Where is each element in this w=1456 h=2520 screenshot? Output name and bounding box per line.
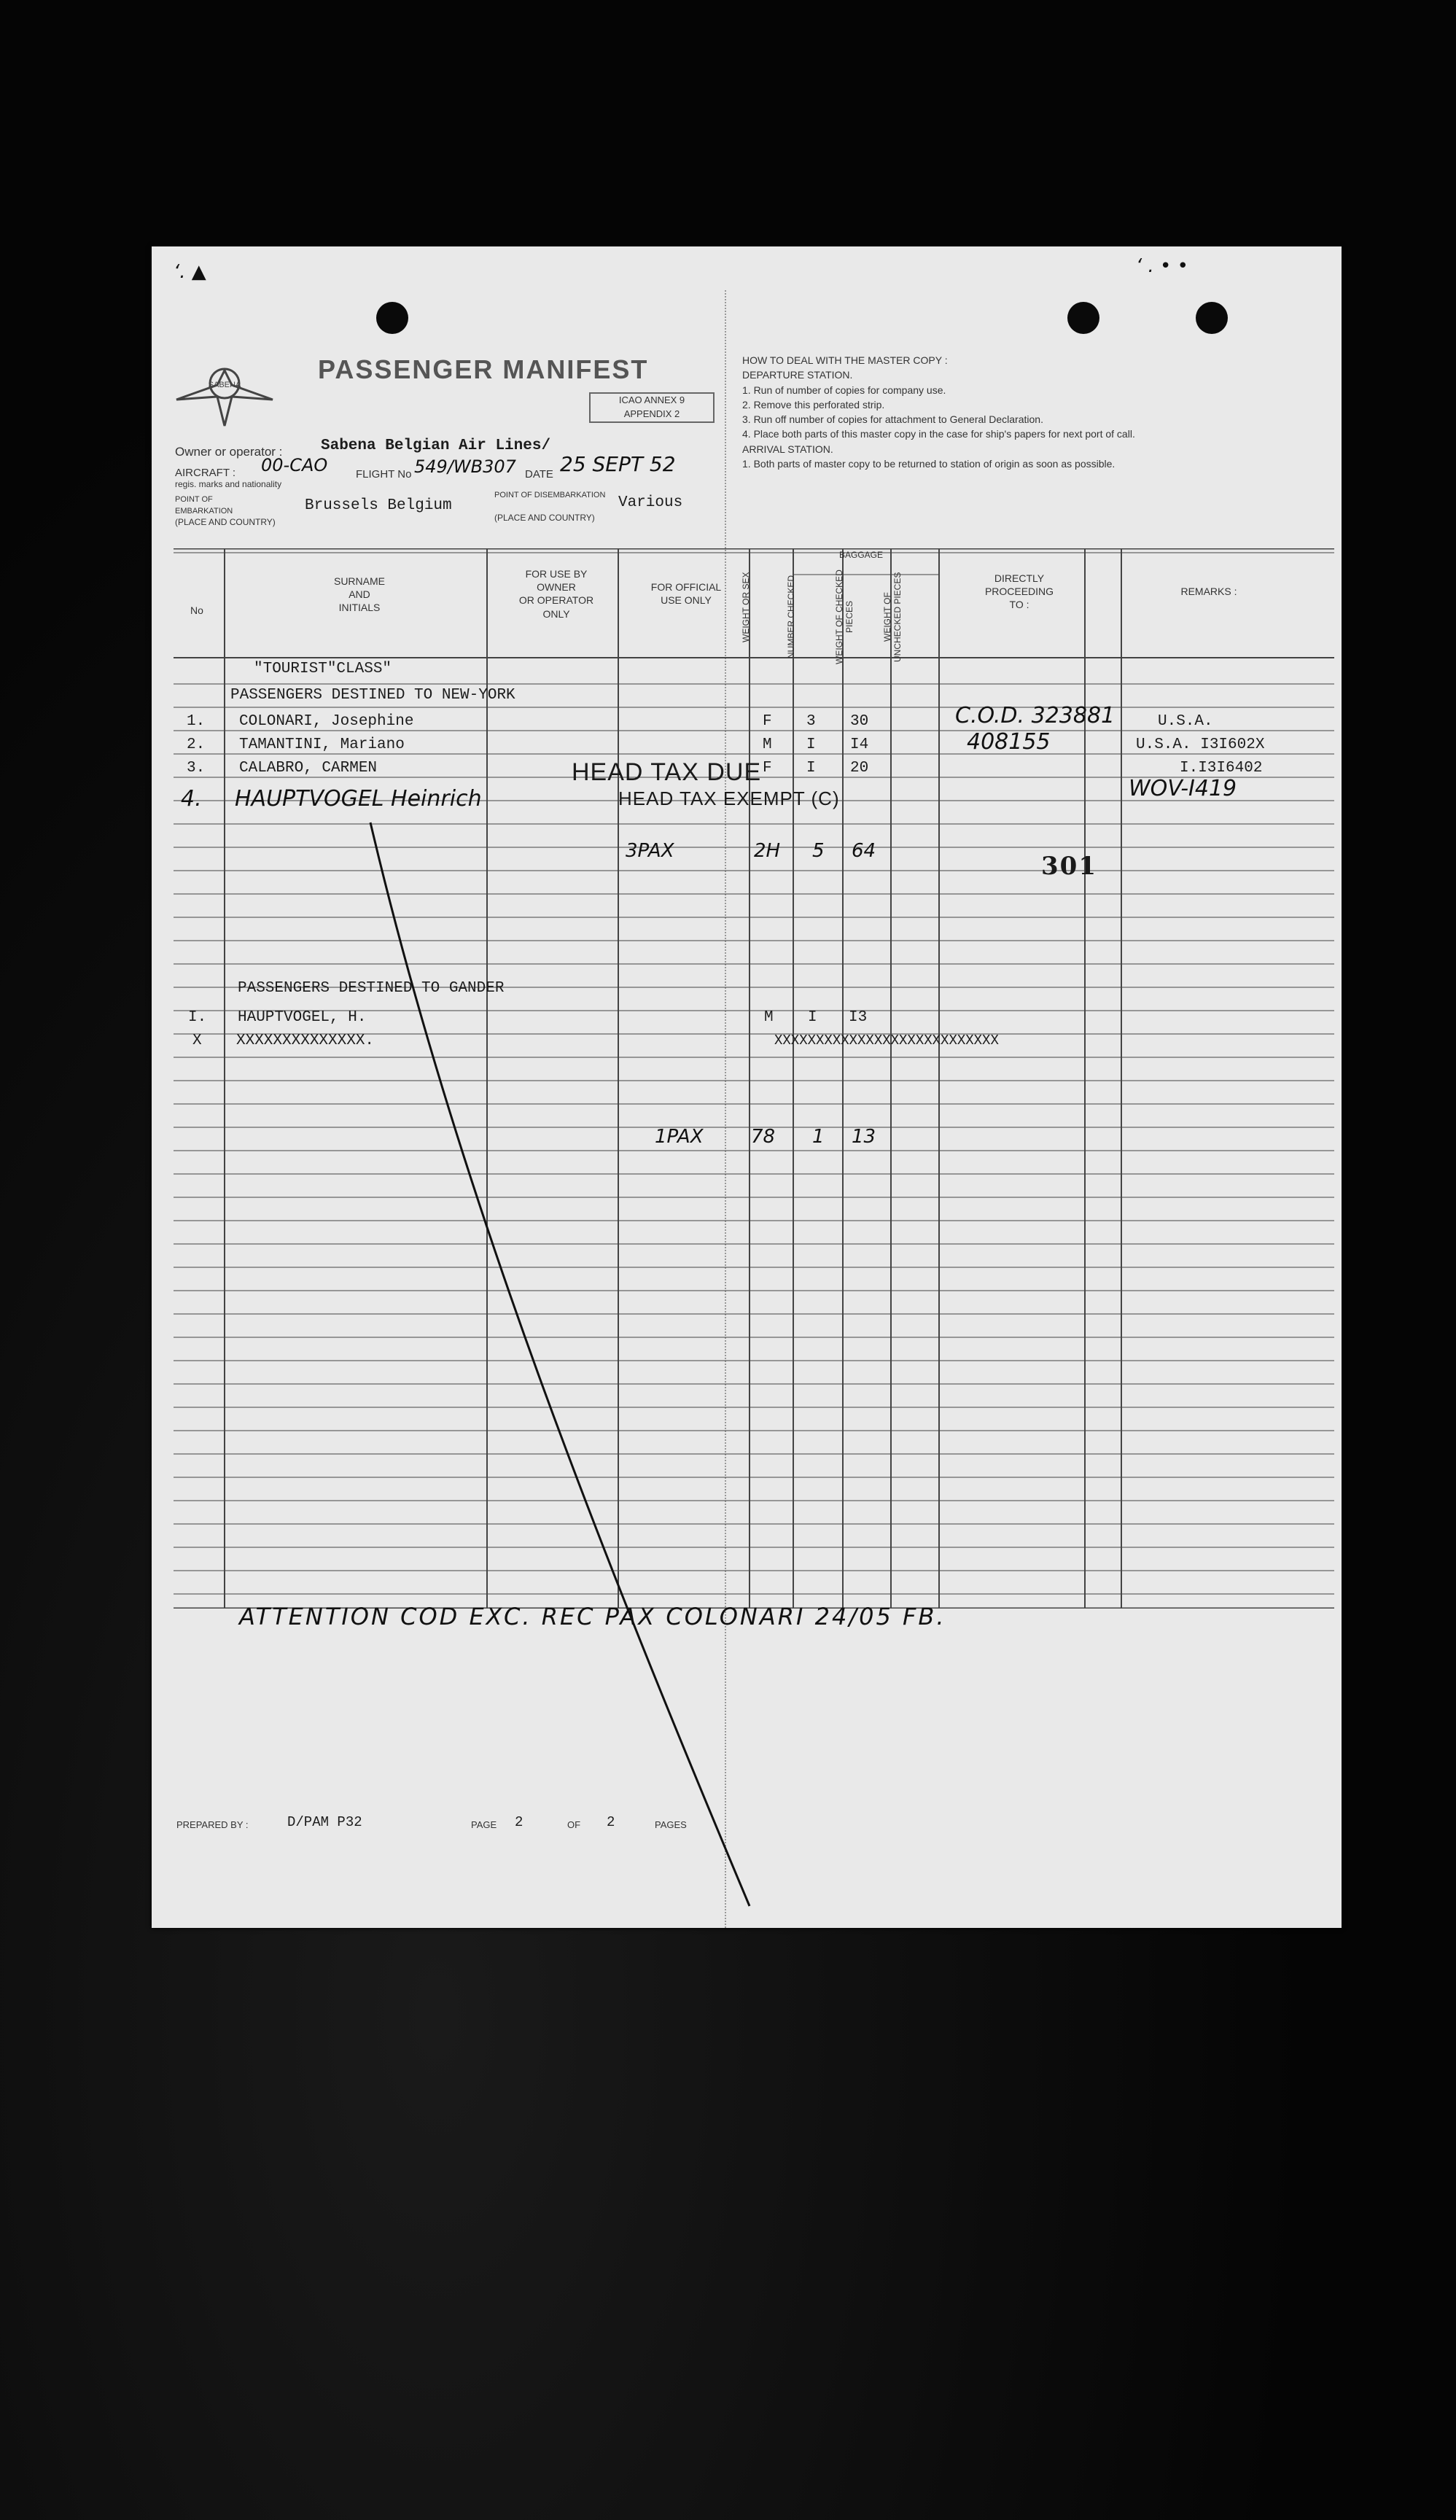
disembark-value: Various: [618, 494, 683, 511]
instruction-line: DEPARTURE STATION.: [742, 369, 853, 381]
page-value: 2: [515, 1814, 523, 1830]
pen-stroke: [152, 246, 1342, 1928]
row-number: X: [192, 1032, 202, 1049]
bag-pieces: 3: [806, 713, 816, 730]
row-number: I.: [188, 1009, 207, 1026]
page-label: PAGE: [471, 1819, 497, 1830]
proceeding-to: C.O.D. 323881: [955, 703, 1116, 728]
col-surname: SURNAME AND INITIALS: [333, 575, 385, 614]
of-value: 2: [607, 1814, 615, 1830]
col-number-checked: NUMBER CHECKED: [786, 575, 796, 659]
proceeding-to: 408155: [967, 729, 1051, 755]
col-baggage: BAGGAGE: [838, 550, 884, 560]
bag-weight: I3: [849, 1009, 868, 1026]
corner-mark-left: ‘. ▲: [174, 261, 206, 283]
embark-label: POINT OF EMBARKATION: [175, 495, 233, 516]
instruction-line: 3. Run off number of copies for attachment to General Declaration.: [742, 413, 1043, 426]
flight-label: FLIGHT No: [356, 468, 412, 481]
of-label: OF: [567, 1819, 581, 1830]
ny-total-pieces: 5: [812, 840, 825, 862]
aircraft-value: 00-CAO: [261, 455, 328, 475]
gander-total-pax: 1PAX: [655, 1126, 704, 1148]
corner-mark-right: ‘ . • •: [1136, 255, 1188, 277]
head-tax-exempt-stamp: HEAD TAX EXEMPT (C): [618, 788, 840, 809]
pages-label: PAGES: [655, 1819, 687, 1830]
flight-value: 549/WB307: [414, 456, 516, 477]
struck-name: XXXXXXXXXXXXXX.: [236, 1032, 375, 1049]
col-no: No: [190, 604, 203, 616]
ny-total-pax: 3PAX: [626, 840, 674, 862]
ny-total-number: 301: [1041, 852, 1097, 881]
date-label: DATE: [525, 468, 553, 481]
remarks: U.S.A. I3I602X: [1136, 736, 1265, 753]
aircraft-label: AIRCRAFT :: [175, 467, 236, 479]
gander-total-weight: 78: [751, 1126, 776, 1148]
row-number: 1.: [187, 713, 206, 730]
prepared-value: D/PAM P32: [287, 1814, 362, 1830]
bag-pieces: I: [806, 760, 816, 777]
col-remarks: REMARKS :: [1180, 586, 1237, 597]
col-weight-checked: WEIGHT OF CHECKED PIECES: [834, 569, 854, 664]
date-value: 25 SEPT 52: [560, 452, 676, 476]
passenger-name: HAUPTVOGEL, H.: [238, 1009, 367, 1026]
aircraft-sub: regis. marks and nationality: [175, 479, 282, 489]
manifest-title: PASSENGER MANIFEST: [318, 354, 649, 384]
row-number: 3.: [187, 760, 206, 777]
head-tax-due-stamp: HEAD TAX DUE: [572, 758, 762, 786]
instruction-line: ARRIVAL STATION.: [742, 443, 833, 455]
bag-pieces: I: [808, 1009, 817, 1026]
instruction-line: HOW TO DEAL WITH THE MASTER COPY :: [742, 354, 948, 366]
disembark-label: POINT OF DISEMBARKATION: [494, 491, 606, 499]
remarks: U.S.A.: [1158, 713, 1213, 730]
bag-weight: 20: [850, 760, 869, 777]
manifest-sheet: [152, 246, 1342, 1928]
passenger-name: TAMANTINI, Mariano: [239, 736, 405, 753]
col-weight-sex: WEIGHT OR SEX: [741, 572, 751, 643]
struck-row: XXXXXXXXXXXXXXXXXXXXXXXXXXX: [774, 1032, 999, 1049]
instruction-line: 4. Place both parts of this master copy in the case for ship's papers for next port of call.: [742, 428, 1135, 440]
attention-note: ATTENTION COD EXC. REC PAX COLONARI 24/05 FB.: [239, 1603, 946, 1630]
gander-heading: PASSENGERS DESTINED TO GANDER: [238, 980, 505, 997]
row-number: 4.: [181, 786, 202, 812]
gander-total-pieces: 1: [812, 1126, 825, 1148]
place-label-2: (PLACE AND COUNTRY): [494, 513, 595, 523]
col-owner-use: FOR USE BY OWNER OR OPERATOR ONLY: [518, 568, 594, 620]
passenger-sex: M: [763, 736, 772, 753]
embark-value: Brussels Belgium: [305, 497, 452, 514]
passenger-name: COLONARI, Josephine: [239, 713, 414, 730]
prepared-label: PREPARED BY :: [176, 1819, 249, 1830]
bag-weight: 30: [850, 713, 869, 730]
instruction-line: 2. Remove this perforated strip.: [742, 398, 885, 411]
bag-pieces: I: [806, 736, 816, 753]
passenger-sex: F: [763, 760, 772, 777]
logo-text: SABENA: [208, 381, 241, 389]
ny-total-weight: 2H: [754, 840, 781, 862]
bag-weight: I4: [850, 736, 869, 753]
class-label: "TOURIST"CLASS": [254, 661, 392, 677]
row-number: 2.: [187, 736, 206, 753]
col-directly: DIRECTLY PROCEEDING TO :: [984, 572, 1054, 611]
passenger-sex: M: [764, 1009, 774, 1026]
instruction-line: 1. Both parts of master copy to be returned to station of origin as soon as possible.: [742, 458, 1116, 470]
owner-value: Sabena Belgian Air Lines/: [321, 438, 551, 454]
ny-heading: PASSENGERS DESTINED TO NEW-YORK: [230, 687, 515, 704]
col-official-use: FOR OFFICIAL USE ONLY: [650, 581, 722, 607]
remarks: I.I3I6402: [1180, 760, 1263, 777]
annex-box: ICAO ANNEX 9 APPENDIX 2: [589, 392, 715, 423]
owner-label: Owner or operator :: [175, 445, 283, 459]
passenger-sex: F: [763, 713, 772, 730]
remarks: WOV-I419: [1129, 776, 1237, 801]
gander-total-bag-weight: 13: [852, 1126, 876, 1148]
col-weight-unchecked: WEIGHT OF UNCHECKED PIECES: [882, 572, 903, 662]
instruction-line: 1. Run of number of copies for company use.: [742, 384, 946, 396]
passenger-name: HAUPTVOGEL Heinrich: [235, 786, 482, 812]
ny-total-bag-weight: 64: [852, 840, 876, 862]
passenger-name: CALABRO, CARMEN: [239, 760, 378, 777]
place-label-1: (PLACE AND COUNTRY): [175, 517, 276, 527]
